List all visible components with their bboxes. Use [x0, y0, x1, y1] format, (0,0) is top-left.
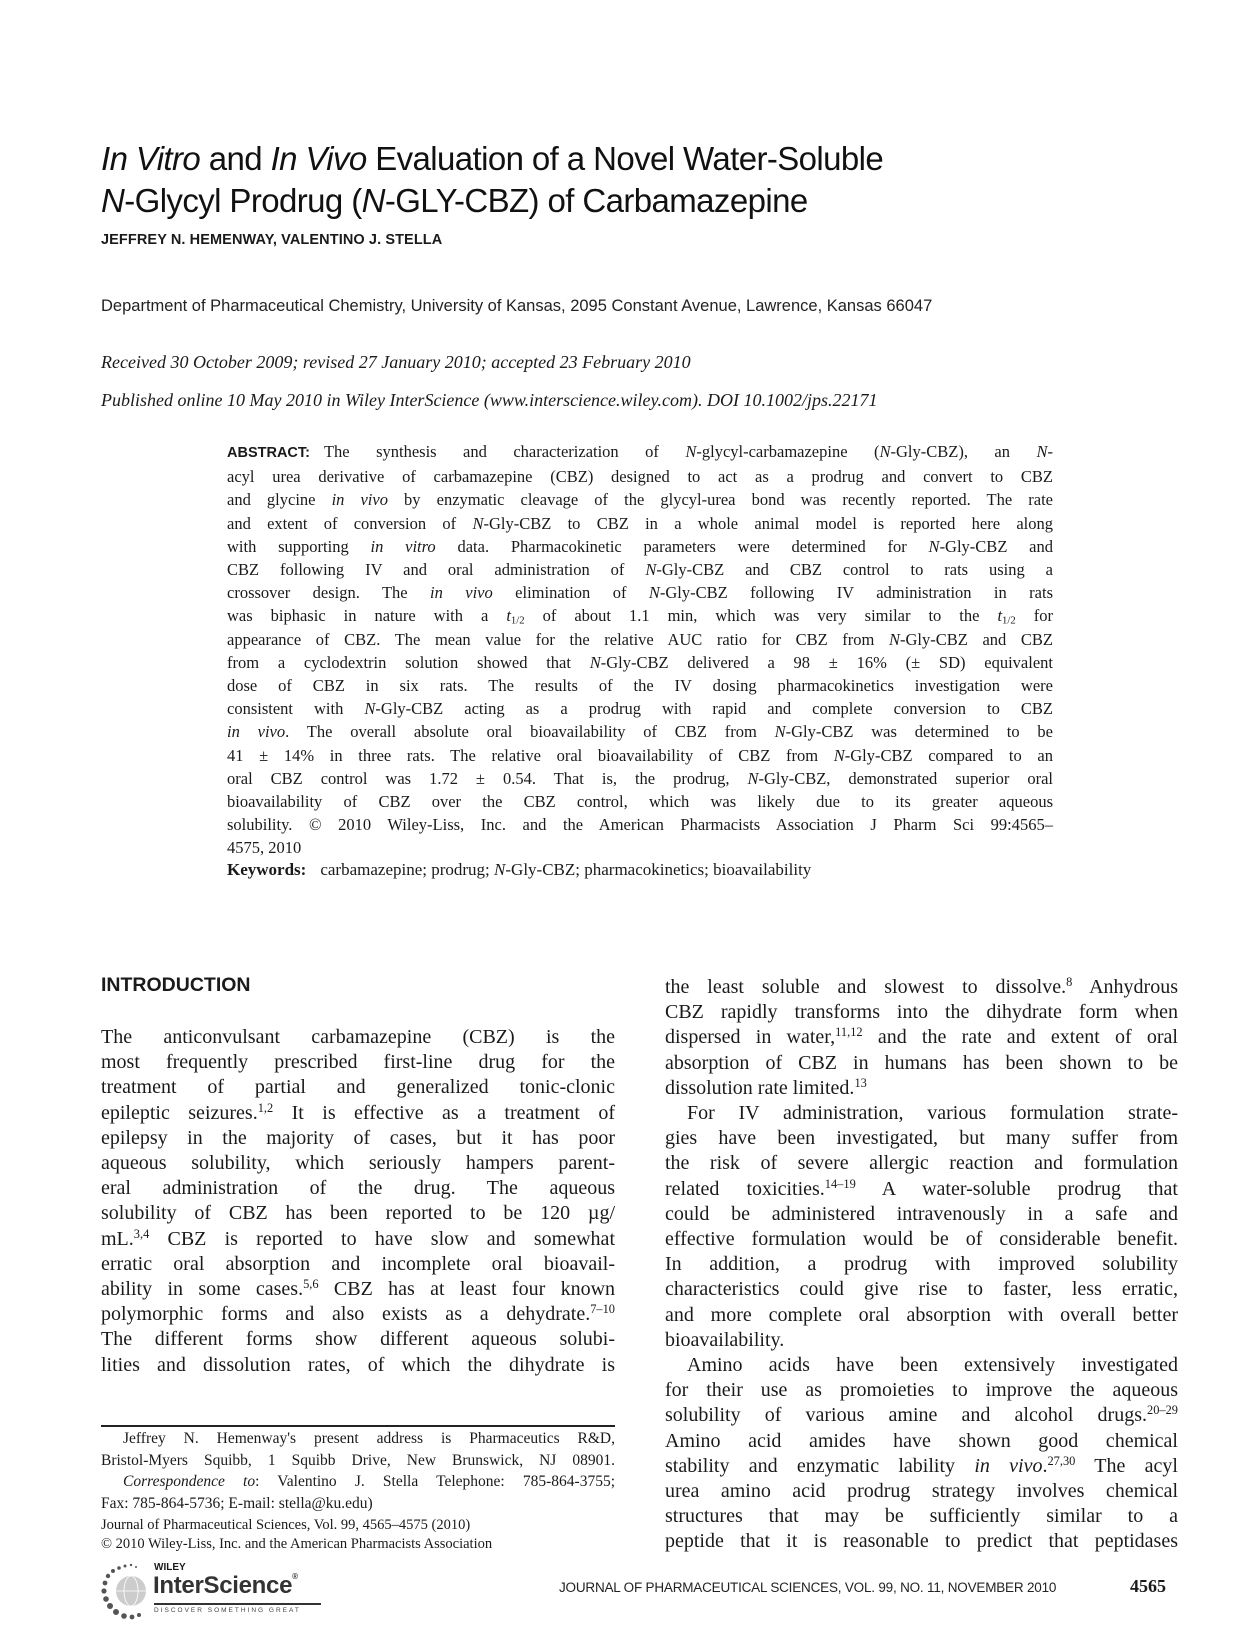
affiliation: Department of Pharmaceutical Chemistry, University of Kansas, 2095 Constant Avenue, Lawrence, Kansas 66047 [101, 297, 933, 315]
keywords-text: carbamazepine; prodrug; N-Gly-CBZ; pharmacokinetics; bioavailability [320, 860, 812, 879]
text-line: Amino acid amides have shown good chemical [665, 1429, 1178, 1452]
abstract [227, 440, 1053, 860]
abstract-line: bioavailability of CBZ over the CBZ control, which was likely due to its greater aqueous [227, 792, 1053, 812]
text-line: the risk of severe allergic reaction and formulation [665, 1152, 1178, 1175]
text-line: treatment of partial and generalized tonic-clonic [101, 1076, 615, 1099]
text-line: lities and dissolution rates, of which the dihydrate is [101, 1353, 615, 1376]
copyright-line: © 2010 Wiley-Liss, Inc. and the American Pharmacists Association [101, 1536, 493, 1552]
interscience-logo [101, 1562, 341, 1622]
text-line: In addition, a prodrug with improved solubility [665, 1253, 1178, 1276]
text-line: absorption of CBZ in humans has been shown to be [665, 1051, 1178, 1074]
running-footer: JOURNAL OF PHARMACEUTICAL SCIENCES, VOL. 99, NO. 11, NOVEMBER 2010 [559, 1580, 1057, 1595]
logo-name [153, 1572, 298, 1600]
abstract-line: acyl urea derivative of carbamazepine (CBZ) designed to act as a prodrug and convert to CBZ [227, 467, 1053, 487]
text-line: could be administered intravenously in a safe and [665, 1202, 1178, 1225]
section-heading: INTRODUCTION [101, 974, 251, 996]
abstract-line: and extent of conversion of N-Gly-CBZ to CBZ in a whole animal model is reported here along [227, 513, 1053, 533]
text-line: most frequently prescribed first-line drug for the [101, 1051, 615, 1074]
journal-citation [101, 1516, 615, 1554]
authors: JEFFREY N. HEMENWAY, VALENTINO J. STELLA [101, 232, 443, 248]
abstract-line: solubility. © 2010 Wiley-Liss, Inc. and the American Pharmacists Association J Pharm Sci 99:4565– [227, 815, 1053, 835]
abstract-line: CBZ following IV and oral administration of N-Gly-CBZ and CBZ control to rats using a [227, 560, 1054, 580]
abstract-line: 41 ± 14% in three rats. The relative oral bioavailability of CBZ from N-Gly-CBZ compared to an [227, 745, 1053, 765]
abstract-text: The synthesis and characterization of N-glycyl-carbamazepine (N-Gly-CBZ), an N- [323, 442, 1053, 461]
logo-name-text: InterScience [153, 1572, 293, 1599]
abstract-line: dose of CBZ in six rats. The results of the IV dosing pharmacokinetics investigation were [227, 676, 1053, 696]
text-line: aqueous solubility, which seriously hampers parent- [101, 1152, 615, 1175]
footnote-divider [101, 1425, 615, 1427]
abstract-line: from a cyclodextrin solution showed that N-Gly-CBZ delivered a 98 ± 16% (± SD) equivalent [227, 652, 1053, 672]
title-line: In Vitro and In Vivo Evaluation of a Novel Water-Soluble [101, 140, 884, 177]
keywords-label: Keywords: [227, 860, 307, 879]
abstract-line [227, 440, 1053, 465]
text-line: and more complete oral absorption with overall better [665, 1303, 1178, 1326]
globe-dots-icon [101, 1562, 151, 1620]
text-line: mL.$^{3,4}$ CBZ is reported to have slow and somewhat [101, 1226, 615, 1250]
abstract-line: oral CBZ control was 1.72 ± 0.54. That is, the prodrug, N-Gly-CBZ, demonstrated superior oral [227, 768, 1053, 788]
logo-underline [154, 1603, 321, 1605]
body-column-right [665, 975, 1178, 1555]
text-line: epilepsy in the majority of cases, but it has poor [101, 1126, 615, 1149]
text-line: for their use as promoieties to improve the aqueous [665, 1379, 1178, 1402]
text-line: dissolution rate limited.$^{13}$ [665, 1076, 867, 1099]
text-line: bioavailability. [665, 1328, 785, 1351]
publication-info: Published online 10 May 2010 in Wiley InterScience (www.interscience.wiley.com). DOI 10.1002/jps.22171 [101, 390, 878, 410]
text-line: related toxicities.$^{14-19}$ A water-soluble prodrug that [665, 1176, 1178, 1200]
text-line: Amino acids have been extensively investigated [687, 1354, 1178, 1377]
publisher-name: WILEY [154, 1562, 186, 1573]
abstract-line: and glycine in vivo by enzymatic cleavage of the glycyl-urea bond was recently reported. The rate [227, 490, 1053, 510]
abstract-line: crossover design. The in vivo elimination of N-Gly-CBZ following IV administration in rats [227, 583, 1053, 603]
body-column-left [101, 1025, 615, 1378]
text-line: effective formulation would be of considerable benefit. [665, 1228, 1178, 1251]
title-line: N-Glycyl Prodrug (N-GLY-CBZ) of Carbamazepine [101, 182, 808, 219]
text-line: the least soluble and slowest to dissolve.$^8$ Anhydrous [665, 975, 1178, 998]
article-title [101, 138, 1101, 222]
text-line: solubility of CBZ has been reported to be 120 µg/ [101, 1202, 615, 1225]
page-number: 4565 [1130, 1576, 1166, 1596]
text-line: erratic oral absorption and incomplete oral bioavail- [101, 1252, 615, 1275]
text-line: structures that may be sufficiently similar to a [665, 1505, 1178, 1528]
text-line: gies have been investigated, but many suffer from [665, 1127, 1178, 1150]
logo-tagline: DISCOVER SOMETHING GREAT [154, 1607, 301, 1614]
text-line: Correspondence to: Valentino J. Stella Telephone: 785-864-3755; [123, 1473, 615, 1490]
text-line: The anticonvulsant carbamazepine (CBZ) is the [101, 1026, 615, 1048]
footnotes [101, 1428, 615, 1514]
text-line: polymorphic forms and also exists as a dehydrate.$^{7-10}$ [101, 1302, 615, 1326]
text-line: stability and enzymatic lability in vivo.$^{27,30}$ The acyl [665, 1454, 1178, 1477]
text-line: ability in some cases.$^{5,6}$ CBZ has at least four known [101, 1277, 616, 1301]
registered-mark: ® [292, 1572, 298, 1581]
received-dates: Received 30 October 2009; revised 27 January 2010; accepted 23 February 2010 [101, 352, 691, 372]
text-line: epileptic seizures.$^{1,2}$ It is effective as a treatment of [101, 1100, 615, 1124]
abstract-line: was biphasic in nature with a $t_{1/2}$ of about 1.1 min, which was very similar to the $t_{1/2}$ for [227, 606, 1053, 628]
abstract-line: 4575, 2010 [227, 838, 302, 858]
abstract-label: ABSTRACT: [227, 445, 310, 461]
text-line: peptide that it is reasonable to predict that peptidases [665, 1530, 1178, 1553]
text-line: urea amino acid prodrug strategy involves chemical [665, 1480, 1178, 1503]
text-line: For IV administration, various formulation strate- [687, 1102, 1178, 1125]
text-line: characteristics could give rise to faster, less erratic, [665, 1278, 1178, 1301]
abstract-line: consistent with N-Gly-CBZ acting as a prodrug with rapid and complete conversion to CBZ [227, 699, 1054, 719]
journal-line: Journal of Pharmaceutical Sciences, Vol. 99, 4565–4575 (2010) [101, 1517, 471, 1533]
abstract-line: appearance of CBZ. The mean value for the relative AUC ratio for CBZ from N-Gly-CBZ and CBZ [227, 629, 1053, 649]
text-line: Fax: 785-864-5736; E-mail: stella@ku.edu) [101, 1494, 373, 1512]
text-line: CBZ rapidly transforms into the dihydrate form when [665, 1001, 1178, 1024]
abstract-line: in vivo. The overall absolute oral bioavailability of CBZ from N-Gly-CBZ was determined to be [227, 722, 1053, 742]
text-line: dispersed in water,$^{11,12}$ and the rate and extent of oral [665, 1025, 1178, 1049]
text-line: solubility of various amine and alcohol drugs.$^{20-29}$ [665, 1403, 1178, 1427]
text-line: Bristol-Myers Squibb, 1 Squibb Drive, New Brunswick, NJ 08901. [101, 1451, 615, 1469]
abstract-line: with supporting in vitro data. Pharmacokinetic parameters were determined for N-Gly-CBZ and [227, 536, 1054, 556]
keywords [227, 858, 1053, 881]
text-line: The different forms show different aqueous solubi- [101, 1328, 615, 1351]
text-line: eral administration of the drug. The aqueous [101, 1177, 615, 1200]
text-line: Jeffrey N. Hemenway's present address is Pharmaceutics R&D, [123, 1430, 615, 1447]
